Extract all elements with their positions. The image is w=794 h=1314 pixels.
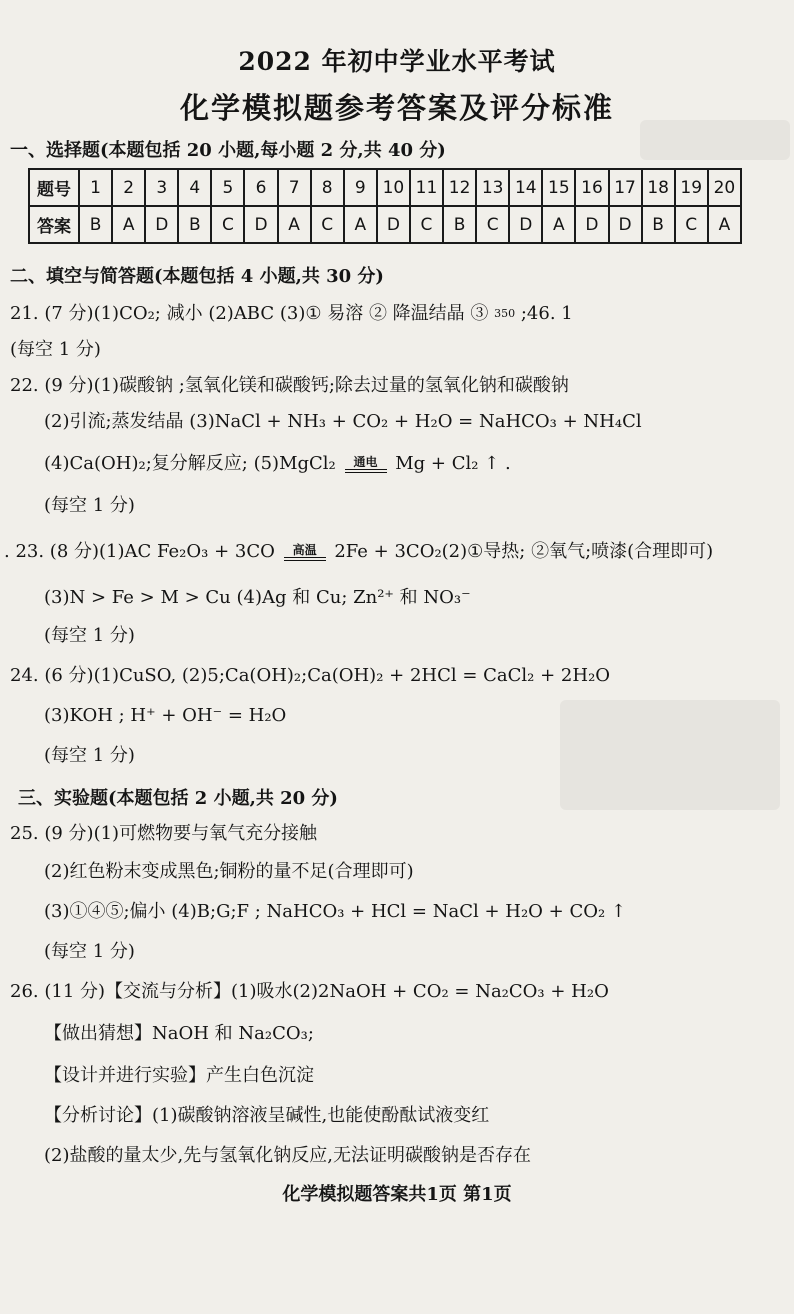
- page-footer: 化学模拟题答案共1页 第1页: [282, 1184, 512, 1205]
- section-1-heading: 一、选择题(本题包括 20 小题,每小题 2 分,共 40 分): [10, 140, 446, 161]
- answer-cell: C: [211, 206, 244, 243]
- answer-cell: D: [609, 206, 642, 243]
- q25-line-3: (3)①④⑤;偏小 (4)B;G;F ; NaHCO₃ + HCl = NaCl + H₂O + CO₂ ↑: [44, 901, 626, 922]
- q25-scoring-note: (每空 1 分): [44, 941, 135, 962]
- q22-line-3-post: Mg + Cl₂ ↑ .: [395, 453, 511, 474]
- question-number-cell: 18: [642, 169, 675, 206]
- question-number-cell: 15: [542, 169, 575, 206]
- q22-line-1: 22. (9 分)(1)碳酸钠 ;氢氧化镁和碳酸钙;除去过量的氢氧化钠和碳酸钠: [10, 375, 569, 396]
- q23-line-1: [4, 540, 713, 564]
- question-number-cell: 2: [112, 169, 145, 206]
- answer-cell: C: [311, 206, 344, 243]
- q26-line-3: 【设计并进行实验】产生白色沉淀: [44, 1065, 314, 1086]
- answer-cell: B: [178, 206, 211, 243]
- answer-cell: B: [642, 206, 675, 243]
- q24-line-2: (3)KOH ; H⁺ + OH⁻ = H₂O: [44, 705, 287, 726]
- question-number-cell: 12: [443, 169, 476, 206]
- q22-line-3-pre: (4)Ca(OH)₂;复分解反应; (5)MgCl₂: [44, 453, 336, 474]
- answer-row: [29, 206, 741, 243]
- question-number-cell: 17: [609, 169, 642, 206]
- q21-text: 21. (7 分)(1)CO₂; 减小 (2)ABC (3)① 易溶 ② 降温结晶 ③: [10, 303, 489, 324]
- answer-cell: A: [542, 206, 575, 243]
- question-number-cell: 16: [575, 169, 608, 206]
- section-2-heading: 二、填空与简答题(本题包括 4 小题,共 30 分): [10, 266, 384, 287]
- question-number-cell: 11: [410, 169, 443, 206]
- answer-cell: B: [443, 206, 476, 243]
- question-number-cell: 10: [377, 169, 410, 206]
- q21-tail: ;46. 1: [520, 303, 573, 324]
- answer-cell: D: [244, 206, 277, 243]
- q23-line-1-post: 2Fe + 3CO₂(2)①导热; ②氧气;喷漆(合理即可): [334, 541, 714, 562]
- question-number-cell: 7: [278, 169, 311, 206]
- q23-line-1-pre: . 23. (8 分)(1)AC Fe₂O₃ + 3CO: [4, 541, 275, 562]
- question-number-cell: 1: [79, 169, 112, 206]
- q24-line-1: 24. (6 分)(1)CuSO, (2)5;Ca(OH)₂;Ca(OH)₂ + 2HCl = CaCl₂ + 2H₂O: [10, 665, 611, 686]
- q26-line-5: (2)盐酸的量太少,先与氢氧化钠反应,无法证明碳酸钠是否存在: [44, 1145, 531, 1166]
- q25-line-1: 25. (9 分)(1)可燃物要与氧气充分接触: [10, 823, 318, 844]
- answer-cell: D: [575, 206, 608, 243]
- answer-cell: C: [410, 206, 443, 243]
- q21-scoring-note: (每空 1 分): [10, 339, 101, 360]
- question-number-cell: 13: [476, 169, 509, 206]
- reaction-condition-label: 通电: [353, 454, 378, 469]
- question-number-cell: 9: [344, 169, 377, 206]
- q22-scoring-note: (每空 1 分): [44, 495, 135, 516]
- row-label-question-number: 题号: [29, 169, 79, 206]
- question-number-cell: 8: [311, 169, 344, 206]
- answer-cell: A: [278, 206, 311, 243]
- equals-bar: [284, 557, 326, 561]
- question-number-cell: 4: [178, 169, 211, 206]
- answer-cell: C: [476, 206, 509, 243]
- q25-line-2: (2)红色粉末变成黑色;铜粉的量不足(合理即可): [44, 861, 414, 882]
- answer-cell: A: [112, 206, 145, 243]
- exam-title: 2022 年初中学业水平考试: [238, 47, 556, 76]
- answer-cell: D: [145, 206, 178, 243]
- scan-smudge: [560, 700, 780, 810]
- reaction-condition-label: 高温: [292, 542, 317, 557]
- equals-bar: [345, 469, 387, 473]
- answer-cell: A: [708, 206, 741, 243]
- document-subtitle: 化学模拟题参考答案及评分标准: [179, 91, 614, 125]
- q26-line-1: 26. (11 分)【交流与分析】(1)吸水(2)2NaOH + CO₂ = Na₂CO₃ + H₂O: [10, 981, 609, 1002]
- q24-scoring-note: (每空 1 分): [44, 745, 135, 766]
- question-number-cell: 19: [675, 169, 708, 206]
- question-number-row: [29, 169, 741, 206]
- answer-cell: D: [377, 206, 410, 243]
- q26-line-2: 【做出猜想】NaOH 和 Na₂CO₃;: [44, 1023, 314, 1044]
- question-number-cell: 3: [145, 169, 178, 206]
- question-number-cell: 5: [211, 169, 244, 206]
- answer-cell: D: [509, 206, 542, 243]
- multiple-choice-answer-table: [28, 168, 742, 244]
- answer-cell: B: [79, 206, 112, 243]
- answer-cell: A: [344, 206, 377, 243]
- question-number-cell: 6: [244, 169, 277, 206]
- q21-small-number: 350: [494, 307, 516, 320]
- q26-line-4: 【分析讨论】(1)碳酸钠溶液呈碱性,也能使酚酞试液变红: [44, 1105, 490, 1126]
- q21-answer-line: [10, 302, 573, 326]
- row-label-answer: 答案: [29, 206, 79, 243]
- reaction-condition-electrolysis: [345, 456, 387, 473]
- q22-line-2: (2)引流;蒸发结晶 (3)NaCl + NH₃ + CO₂ + H₂O = NaHCO₃ + NH₄Cl: [44, 411, 642, 432]
- reaction-condition-high-temp: [284, 544, 326, 561]
- section-3-heading: 三、实验题(本题包括 2 小题,共 20 分): [18, 788, 338, 809]
- q22-line-3: [44, 452, 511, 476]
- question-number-cell: 20: [708, 169, 741, 206]
- answer-cell: C: [675, 206, 708, 243]
- q23-line-2: (3)N > Fe > M > Cu (4)Ag 和 Cu; Zn²⁺ 和 NO₃⁻: [44, 587, 471, 608]
- q23-scoring-note: (每空 1 分): [44, 625, 135, 646]
- question-number-cell: 14: [509, 169, 542, 206]
